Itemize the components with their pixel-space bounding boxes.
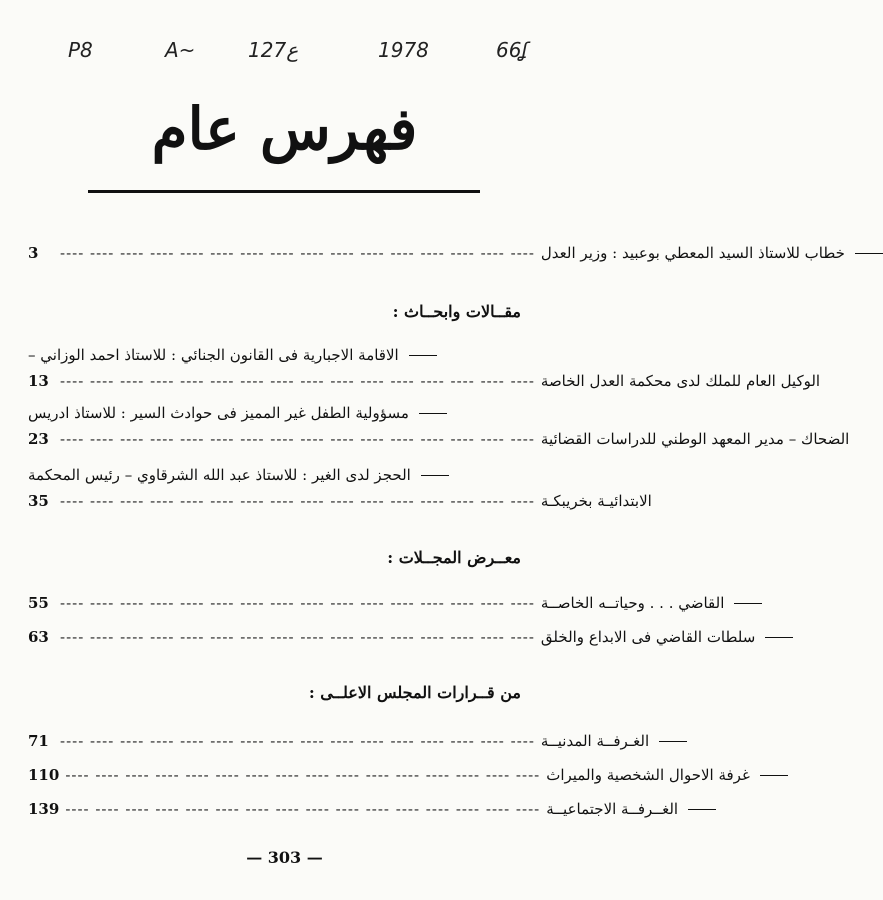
entry-text: الاقامة الاجبارية فى القانون الجنائي : للاستاذ احمد الوزاني – <box>28 346 399 364</box>
toc-line <box>28 430 850 456</box>
toc-entry <box>28 766 750 792</box>
entry-text: الابتدائيـة بخريبكـة <box>540 492 652 510</box>
entry-dash <box>855 253 883 254</box>
leader-dots <box>60 430 535 448</box>
toc-entry <box>28 466 652 518</box>
toc-line <box>28 492 652 518</box>
toc-entry <box>28 404 850 456</box>
entry-dash <box>765 637 793 638</box>
page-number: 35 <box>28 492 49 510</box>
entry-text: الحجز لدى الغير : للاستاذ عبد الله الشرقاوي – رئيس المحكمة <box>28 466 411 484</box>
entry-text: سلطات القاضي فى الابداع والخلق <box>540 628 756 646</box>
entry-dash <box>409 355 437 356</box>
entry-dash <box>688 809 716 810</box>
leader-dots <box>60 492 535 510</box>
handwritten-note-mid2: 127ع <box>248 38 299 62</box>
handwritten-note-year: 1978 <box>378 38 429 62</box>
toc-line <box>28 594 725 620</box>
toc-line <box>28 466 544 492</box>
leader-dots <box>60 628 535 646</box>
toc-line <box>28 628 756 654</box>
leader-dots <box>60 372 535 390</box>
entry-text: الضحاك – مدير المعهد الوطني للدراسات القضائية <box>540 430 850 448</box>
toc-entry <box>28 594 725 620</box>
page-number: 110 <box>28 766 60 784</box>
toc-line <box>28 244 845 270</box>
entry-dash <box>659 741 687 742</box>
entry-dash <box>734 603 762 604</box>
toc-line <box>28 404 544 430</box>
title-underline <box>88 190 480 193</box>
handwritten-note-right: 66ʆ <box>496 38 529 62</box>
page-number: 3 <box>28 244 39 262</box>
toc-entry <box>28 346 821 398</box>
leader-dots <box>65 800 540 818</box>
entry-dash <box>421 475 449 476</box>
section-heading-decisions: من قــرارات المجلس الاعلــى : <box>308 683 521 702</box>
entry-dash <box>419 413 447 414</box>
toc-entry <box>28 800 679 826</box>
entry-text: خطاب للاستاذ السيد المعطي بوعبيد : وزير العدل <box>540 244 845 262</box>
toc-entry <box>28 244 845 270</box>
page-number: 63 <box>28 628 49 646</box>
toc-line <box>28 346 544 372</box>
leader-dots <box>60 244 535 262</box>
toc-line <box>28 372 821 398</box>
entry-dash <box>760 775 788 776</box>
entry-text: القاضي . . . وحياتــه الخاصــة <box>540 594 725 612</box>
entry-text: الغـرفــة المدنيــة <box>540 732 650 750</box>
page-title: فهرس عام <box>151 95 418 163</box>
toc-entry <box>28 628 756 654</box>
toc-entry <box>28 732 650 758</box>
page-number: 71 <box>28 732 49 750</box>
section-heading-articles: مقــالات وابحــاث : <box>392 302 521 321</box>
entry-text: الغــرفــة الاجتماعيــة <box>546 800 679 818</box>
page-footer-number: — 303 — <box>246 848 323 867</box>
leader-dots <box>60 594 535 612</box>
section-heading-exhibition: معــرض المجــلات : <box>387 548 521 567</box>
page-number: 13 <box>28 372 49 390</box>
handwritten-note-mid1: A~ <box>165 38 196 62</box>
entry-text: مسؤولية الطفل غير المميز فى حوادث السير : للاستاذ ادريس <box>28 404 409 422</box>
toc-line <box>28 766 750 792</box>
page-number: 55 <box>28 594 49 612</box>
page-number: 23 <box>28 430 49 448</box>
handwritten-note-left: P8 <box>68 38 93 62</box>
entry-text: غرفة الاحوال الشخصية والميراث <box>546 766 750 784</box>
toc-line <box>28 800 679 826</box>
leader-dots <box>60 732 535 750</box>
entry-text: الوكيل العام للملك لدى محكمة العدل الخاصة <box>540 372 821 390</box>
toc-line <box>28 732 650 758</box>
page-number: 139 <box>28 800 60 818</box>
leader-dots <box>65 766 540 784</box>
